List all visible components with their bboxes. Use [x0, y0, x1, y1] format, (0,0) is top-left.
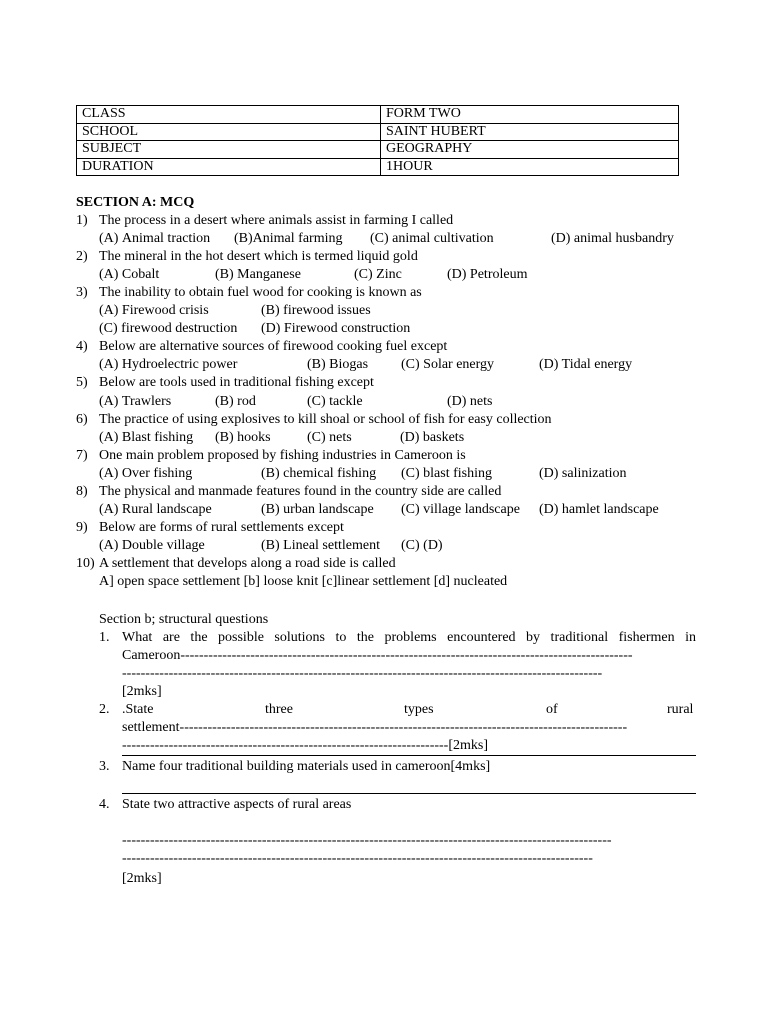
row-label: DURATION — [77, 158, 381, 176]
row-value: 1HOUR — [381, 158, 679, 176]
question-number: 3) — [76, 285, 88, 300]
option-d: (D) animal husbandry — [551, 231, 674, 246]
question-text: A settlement that develops along a road side is called — [99, 556, 396, 571]
answer-line: --------------------------------------------------------------------------------------------------------- — [122, 833, 612, 848]
row-label: SCHOOL — [77, 123, 381, 141]
option-a: (A) Hydroelectric power — [99, 357, 238, 372]
option-c: (C) (D) — [401, 538, 443, 553]
option-d: (D) Petroleum — [447, 267, 528, 282]
question-number: 2) — [76, 249, 88, 264]
option-b: (B) firewood issues — [261, 303, 371, 318]
option-d: (D) hamlet landscape — [539, 502, 659, 517]
option-line: A] open space settlement [b] loose knit [c]linear settlement [d] nucleated — [99, 574, 508, 589]
question-word: three — [265, 702, 293, 717]
answer-line: ------------------------------------------------------------------------------------------------------- — [122, 666, 603, 681]
row-label: CLASS — [77, 106, 381, 124]
table-row — [77, 158, 679, 176]
divider — [122, 755, 696, 756]
option-b: (B) chemical fishing — [261, 466, 377, 481]
header-table — [76, 105, 679, 176]
question-number: 10) — [76, 556, 95, 571]
question-number: 2. — [99, 702, 110, 717]
question-number: 7) — [76, 448, 88, 463]
option-b: (B) rod — [215, 394, 256, 409]
section-a-title: SECTION A: MCQ — [76, 195, 195, 210]
question-word: types — [404, 702, 434, 717]
question-text: The process in a desert where animals assist in farming I called — [99, 213, 454, 228]
question-number: 5) — [76, 375, 88, 390]
question-word: rural — [667, 702, 694, 717]
option-c: (C) village landscape — [401, 502, 520, 517]
option-b: (B) Biogas — [307, 357, 369, 372]
option-a: (A) Cobalt — [99, 267, 160, 282]
option-a: (A) Firewood crisis — [99, 303, 209, 318]
row-label: SUBJECT — [77, 141, 381, 159]
question-number: 8) — [76, 484, 88, 499]
option-a: (A) Double village — [99, 538, 205, 553]
option-a: (A) Over fishing — [99, 466, 193, 481]
option-c: (C) blast fishing — [401, 466, 492, 481]
question-text: The physical and manmade features found in the country side are called — [99, 484, 502, 499]
option-a: (A) Blast fishing — [99, 430, 194, 445]
question-text: State two attractive aspects of rural areas — [122, 797, 352, 812]
option-a: (A) Rural landscape — [99, 502, 212, 517]
option-d: (D) salinization — [539, 466, 627, 481]
option-d: (D) baskets — [400, 430, 465, 445]
option-c: (C) firewood destruction — [99, 321, 238, 336]
option-c: (C) tackle — [307, 394, 363, 409]
question-text: The mineral in the hot desert which is termed liquid gold — [99, 249, 418, 264]
option-a: (A) Animal traction — [99, 231, 211, 246]
option-d: (D) Firewood construction — [261, 321, 411, 336]
option-c: (C) animal cultivation — [370, 231, 494, 246]
table-row — [77, 141, 679, 159]
question-number: 9) — [76, 520, 88, 535]
option-c: (C) Zinc — [354, 267, 402, 282]
question-number: 1. — [99, 630, 110, 645]
option-c: (C) nets — [307, 430, 352, 445]
row-value: GEOGRAPHY — [381, 141, 679, 159]
table-row — [77, 106, 679, 124]
question-text: The practice of using explosives to kill shoal or school of fish for easy collection — [99, 412, 552, 427]
option-b: (B) hooks — [215, 430, 271, 445]
option-d: (D) Tidal energy — [539, 357, 633, 372]
marks-label: [2mks] — [122, 684, 162, 699]
option-b: (B) urban landscape — [261, 502, 374, 517]
question-number: 1) — [76, 213, 88, 228]
row-value: SAINT HUBERT — [381, 123, 679, 141]
question-number: 4. — [99, 797, 110, 812]
option-b: (B) Manganese — [215, 267, 301, 282]
marks-label: [2mks] — [122, 871, 162, 886]
question-text: Below are tools used in traditional fishing except — [99, 375, 374, 390]
option-d: (D) nets — [447, 394, 493, 409]
option-c: (C) Solar energy — [401, 357, 495, 372]
answer-rule — [122, 793, 696, 794]
answer-line: settlement------------------------------------------------------------------------------------------------ — [122, 720, 628, 735]
option-b: (B)Animal farming — [234, 231, 343, 246]
question-word: of — [546, 702, 558, 717]
question-text: Below are forms of rural settlements except — [99, 520, 344, 535]
question-text: Name four traditional building materials used in cameroon[4mks] — [122, 759, 491, 774]
question-number: 4) — [76, 339, 88, 354]
question-text: Below are alternative sources of firewood cooking fuel except — [99, 339, 448, 354]
question-number: 3. — [99, 759, 110, 774]
question-word: .State — [122, 702, 154, 717]
answer-line: ----------------------------------------------------------------------------------------------------- — [122, 851, 593, 866]
answer-line: Cameroon------------------------------------------------------------------------------------------------- — [122, 648, 633, 663]
question-text: One main problem proposed by fishing industries in Cameroon is — [99, 448, 466, 463]
question-text: What are the possible solutions to the problems encountered by traditional fishermen in — [122, 630, 696, 645]
answer-line: ----------------------------------------------------------------------[2mks] — [122, 738, 489, 753]
row-value: FORM TWO — [381, 106, 679, 124]
question-text: The inability to obtain fuel wood for cooking is known as — [99, 285, 422, 300]
table-row — [77, 123, 679, 141]
option-b: (B) Lineal settlement — [261, 538, 380, 553]
option-a: (A) Trawlers — [99, 394, 172, 409]
section-b-title: Section b; structural questions — [99, 612, 269, 627]
question-number: 6) — [76, 412, 88, 427]
